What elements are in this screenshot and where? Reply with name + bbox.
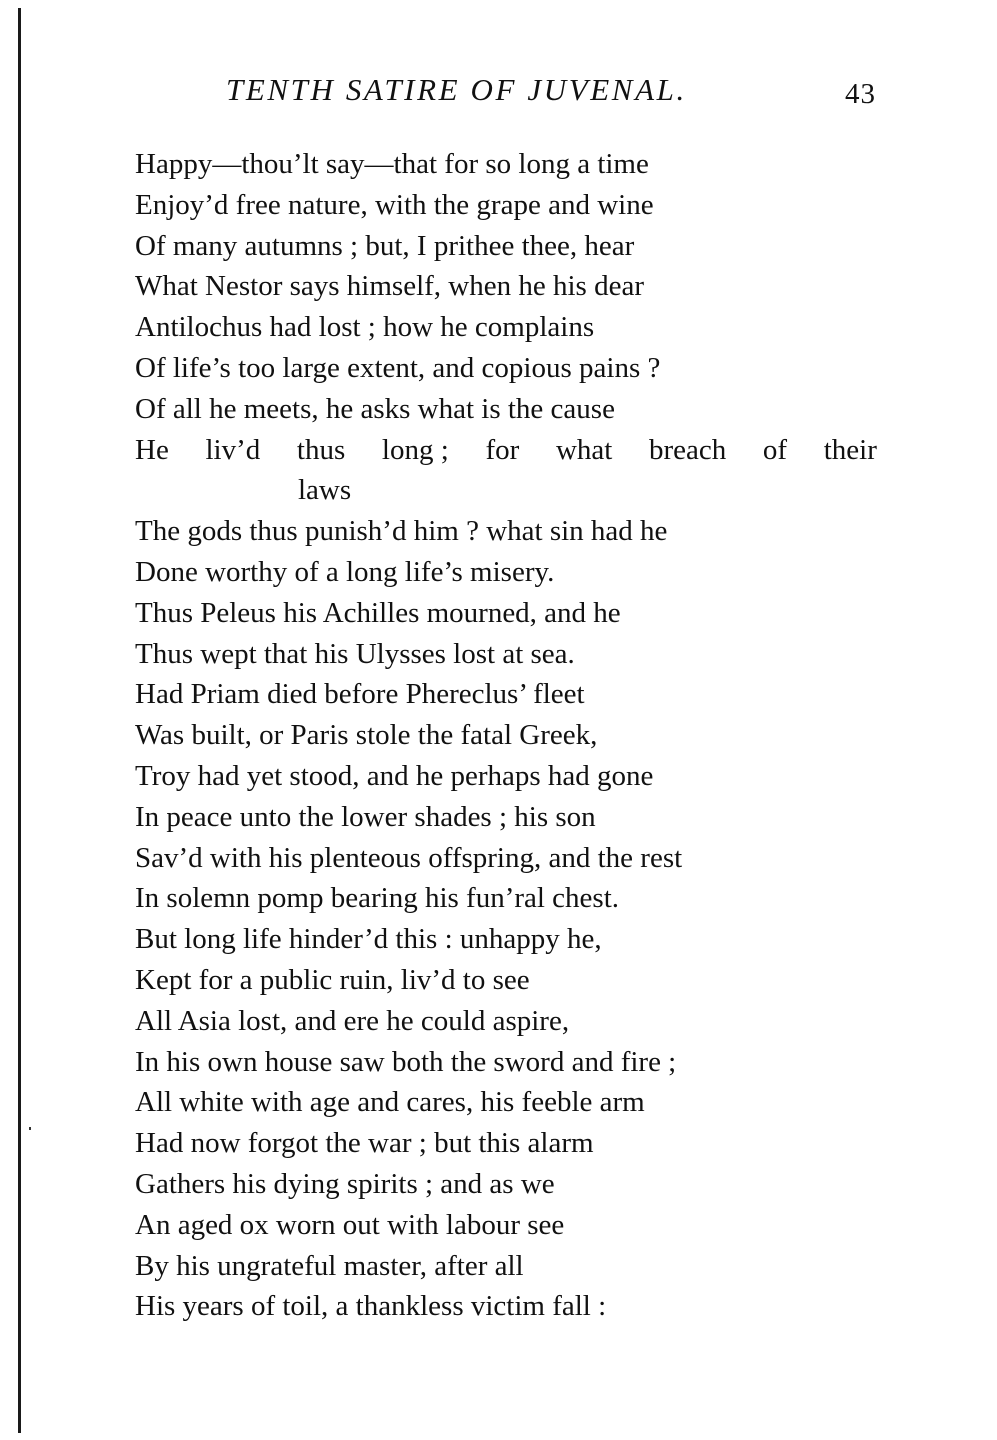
verse-line: In peace unto the lower shades ; his son xyxy=(135,800,596,833)
poem-text xyxy=(135,144,880,1327)
binding-edge-line xyxy=(18,8,21,1433)
verse-line: Thus Peleus his Achilles mourned, and he xyxy=(135,596,621,629)
verse-line: Kept for a public ruin, liv’d to see xyxy=(135,963,530,996)
verse-line: Had Priam died before Phereclus’ fleet xyxy=(135,678,585,711)
verse-line: In his own house saw both the sword and fire ; xyxy=(135,1045,677,1078)
verse-line: What Nestor says himself, when he his dear xyxy=(135,270,644,303)
verse-line-spread xyxy=(135,430,877,471)
verse-line: By his ungrateful master, after all xyxy=(135,1249,524,1282)
verse-line: But long life hinder’d this : unhappy he, xyxy=(135,923,602,956)
verse-line: Thus wept that his Ulysses lost at sea. xyxy=(135,637,575,670)
verse-line: Of all he meets, he asks what is the cause xyxy=(135,392,615,425)
print-speck xyxy=(29,1127,31,1130)
running-head xyxy=(226,72,876,122)
verse-line: Troy had yet stood, and he perhaps had gone xyxy=(135,759,654,792)
verse-line: Gathers his dying spirits ; and as we xyxy=(135,1167,555,1200)
verse-word: their xyxy=(823,433,877,466)
verse-line: Happy—thou’lt say—that for so long a time xyxy=(135,148,649,180)
verse-word: breach xyxy=(648,433,727,466)
verse-line: Was built, or Paris stole the fatal Greek, xyxy=(135,719,598,752)
verse-word: liv’d xyxy=(205,433,261,466)
verse-word: He xyxy=(135,433,169,466)
verse-line: Enjoy’d free nature, with the grape and wine xyxy=(135,188,654,221)
verse-line: Of many autumns ; but, I prithee thee, hear xyxy=(135,229,635,262)
verse-line: Done worthy of a long life’s misery. xyxy=(135,555,555,588)
verse-line: All white with age and cares, his feeble arm xyxy=(135,1086,645,1119)
verse-turnover: laws xyxy=(298,474,352,507)
verse-word: long ; xyxy=(381,433,449,466)
verse-line: Had now forgot the war ; but this alarm xyxy=(135,1127,594,1160)
verse-word: of xyxy=(762,433,788,466)
verse-line: Of life’s too large extent, and copious pains ? xyxy=(135,351,661,384)
running-title: TENTH SATIRE OF JUVENAL. xyxy=(226,72,687,107)
verse-line: All Asia lost, and ere he could aspire, xyxy=(135,1004,570,1037)
verse-word: for xyxy=(485,433,520,466)
page-number: 43 xyxy=(845,78,876,110)
verse-line: Sav’d with his plenteous offspring, and the rest xyxy=(135,841,683,874)
verse-word: what xyxy=(555,433,613,466)
verse-line: An aged ox worn out with labour see xyxy=(135,1208,565,1241)
verse-line: His years of toil, a thankless victim fall : xyxy=(135,1290,607,1323)
verse-line: Antilochus had lost ; how he complains xyxy=(135,311,595,344)
verse-word: thus xyxy=(296,433,346,466)
verse-line: The gods thus punish’d him ? what sin had he xyxy=(135,515,668,548)
verse-line: In solemn pomp bearing his fun’ral chest. xyxy=(135,882,620,915)
